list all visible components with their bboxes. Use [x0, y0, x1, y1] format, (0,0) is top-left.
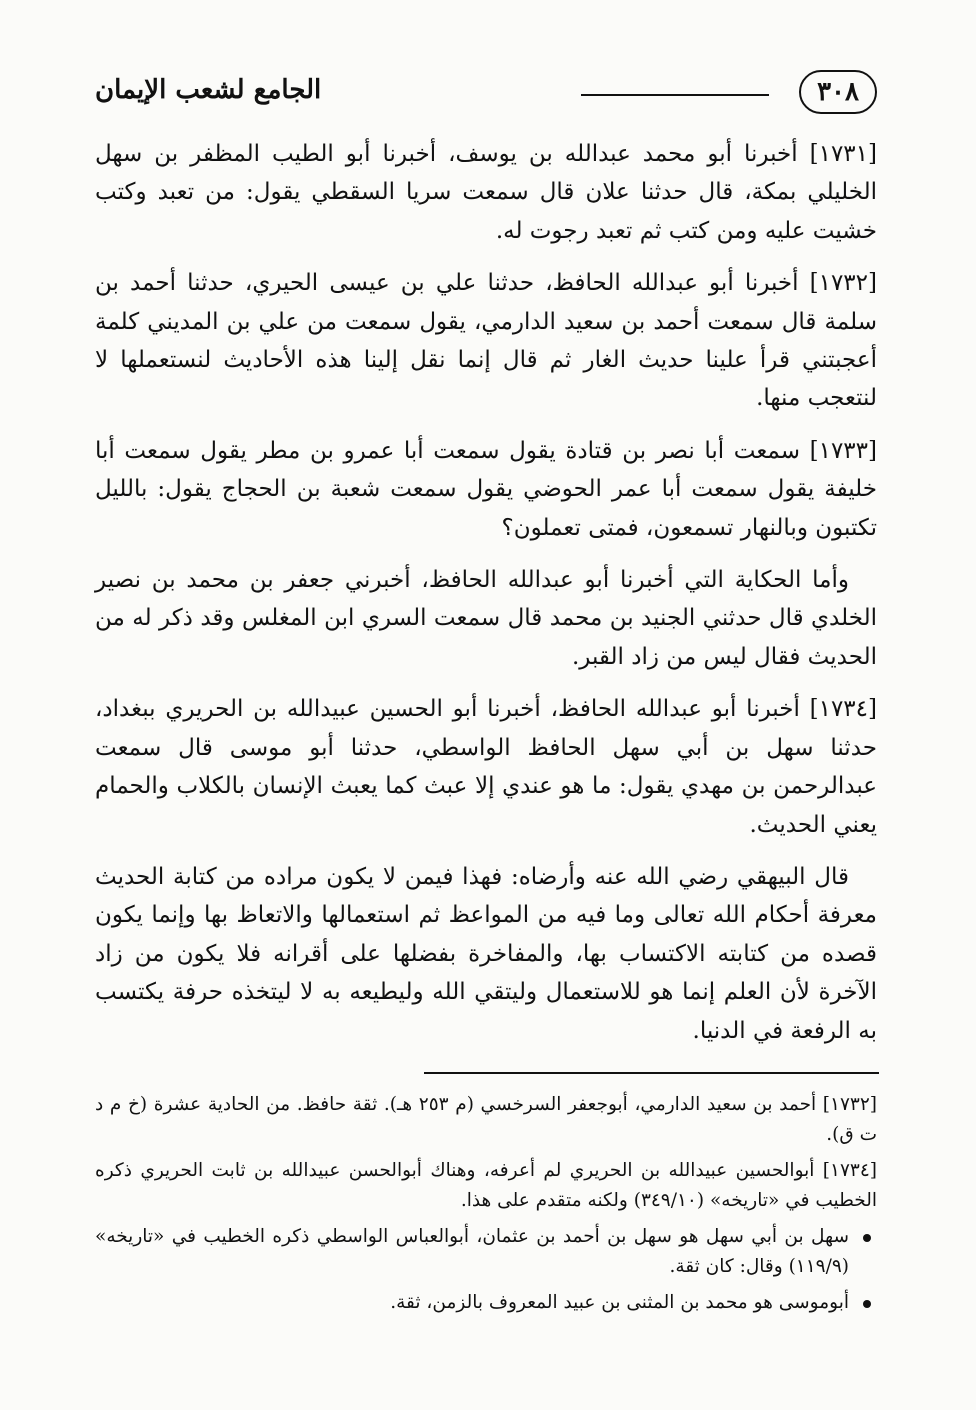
bullet-icon	[863, 1234, 871, 1242]
main-text	[95, 135, 877, 1050]
footnote-separator	[424, 1072, 879, 1074]
footnote-bullet	[95, 1222, 877, 1282]
footnote-bullet	[95, 1288, 877, 1318]
footnotes	[95, 1090, 877, 1324]
paragraph-1731: [١٧٣١] أخبرنا أبو محمد عبدالله بن يوسف، أخبرنا أبو الطيب المظفر بن سهل الخليلي بمكة، قال حدثنا علان قال سمعت سريا السقطي يقول: من تعبد وكتب خشيت عليه ومن كتب ثم تعبد رجوت له.	[95, 141, 877, 244]
footnote-bullet-text: سهل بن أبي سهل هو سهل بن أحمد بن عثمان، أبوالعباس الواسطي ذكره الخطيب في «تاريخه» (١١٩/٩) وقال: كان ثقة.	[95, 1226, 849, 1277]
paragraph-bayhaqi-comment: قال البيهقي رضي الله عنه وأرضاه: فهذا فيمن لا يكون مراده من كتابة الحديث معرفة أحكام الله تعالى وما فيه من المواعظ ثم استعمالها والاتعاظ بها وإنما يكون قصده من كتابته الاكتساب بها، والمفاخرة بفضلها على أقرانه فلا يكون من زاد الآخرة لأن العلم إنما هو للاستعمال وليتقي الله وليطيعه به لا ليتخذه حرفة يكتسب به الرفعة في الدنيا.	[95, 863, 877, 1044]
paragraph-1732: [١٧٣٢] أخبرنا أبو عبدالله الحافظ، حدثنا علي بن عيسى الحيري، حدثنا أحمد بن سلمة قال سمعت أحمد بن سعيد الدارمي، يقول سمعت من علي بن المديني كلمة أعجبتني قرأ علينا حديث الغار ثم قال إنما نقل إلينا هذه الأحاديث لنستعملها لا لنتعجب منها.	[95, 270, 877, 412]
bullet-icon	[863, 1300, 871, 1308]
header-rule	[581, 94, 769, 96]
page-header	[95, 70, 877, 116]
footnote-bullet-text: أبوموسى هو محمد بن المثنى بن عبيد المعروف بالزمن، ثقة.	[390, 1292, 849, 1313]
book-title: الجامع لشعب الإيمان	[95, 75, 322, 105]
page-number: ٣٠٨	[799, 70, 877, 114]
paragraph-1734: [١٧٣٤] أخبرنا أبو عبدالله الحافظ، أخبرنا أبو الحسين عبيدالله بن الحريري ببغداد، حدثنا سهل بن أبي سهل الحافظ الواسطي، حدثنا أبو موسى قال سمعت عبدالرحمن بن مهدي يقول: ما هو عندي إلا عبث كما يعبث الإنسان بالكلاب والحمام يعني الحديث.	[95, 696, 877, 838]
footnote-1734: [١٧٣٤] أبوالحسين عبيدالله بن الحريري لم أعرفه، وهناك أبوالحسن عبيدالله بن ثابت الحريري ذكره الخطيب في «تاريخه» (٣٤٩/١٠) ولكنه متقدم على هذا.	[95, 1160, 877, 1211]
footnote-1732: [١٧٣٢] أحمد بن سعيد الدارمي، أبوجعفر السرخسي (م ٢٥٣ هـ). ثقة حافظ. من الحادية عشرة (خ م د ت ق).	[95, 1094, 877, 1145]
paragraph-1733: [١٧٣٣] سمعت أبا نصر بن قتادة يقول سمعت أبا عمرو بن مطر يقول سمعت أبا خليفة يقول سمعت أبا عمر الحوضي يقول سمعت شعبة بن الحجاج يقول: بالليل تكتبون وبالنهار تسمعون، فمتى تعملون؟	[95, 437, 877, 541]
paragraph-hikaya: وأما الحكاية التي أخبرنا أبو عبدالله الحافظ، أخبرني جعفر بن محمد بن نصير الخلدي قال حدثني الجنيد بن محمد قال سمعت السري ابن المغلس وقد ذكر له من الحديث فقال ليس من زاد القبر.	[95, 567, 877, 670]
